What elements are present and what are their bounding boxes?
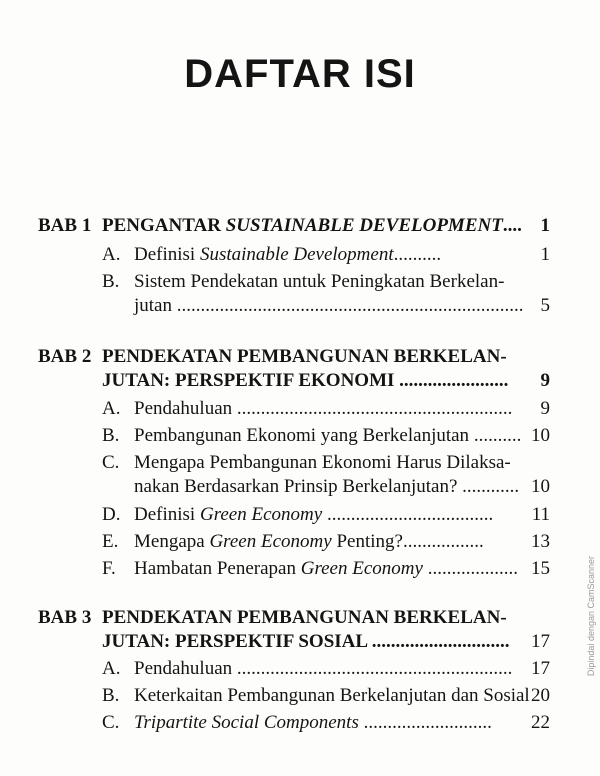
chapter-page-number: 17 — [531, 631, 550, 652]
entry-letter: A. — [102, 398, 121, 419]
leader-dots: ................. — [402, 531, 484, 552]
entry-italic: Green Economy — [199, 504, 323, 525]
chapter-title[interactable] — [102, 215, 522, 237]
chapter-page-number: 9 — [540, 370, 550, 391]
entry-text: Pendahuluan — [134, 658, 233, 679]
chapter-title[interactable]: PENDEKATAN PEMBANGUNAN BERKELAN- — [102, 607, 507, 628]
chapter-title-cont[interactable] — [102, 631, 510, 653]
entry-page-number: 20 — [531, 685, 550, 706]
chapter-title-cont[interactable] — [102, 370, 508, 392]
toc-entry-pendahuluan[interactable] — [134, 398, 512, 420]
entry-page-number: 9 — [540, 398, 550, 419]
entry-italic: Green Economy — [300, 558, 423, 579]
entry-page-number: 11 — [531, 504, 550, 525]
entry-letter: C. — [102, 452, 120, 473]
entry-page-number: 5 — [540, 295, 550, 316]
entry-letter: B. — [102, 685, 120, 706]
entry-text: nakan Berdasarkan Prinsip Berkelanjutan? — [134, 476, 458, 497]
entry-letter: D. — [102, 504, 121, 525]
leader-dots: ................................... — [326, 504, 494, 525]
chapter-title-text: PENGANTAR — [102, 215, 226, 236]
toc-entry-keterkaitan[interactable] — [134, 685, 530, 707]
chapter-title-text: JUTAN: PERSPEKTIF SOSIAL — [102, 631, 367, 652]
entry-letter: A. — [102, 244, 121, 265]
entry-page-number: 13 — [531, 531, 550, 552]
entry-letter: C. — [102, 712, 120, 733]
chapter-label: BAB 3 — [38, 607, 92, 628]
entry-page-number: 17 — [531, 658, 550, 679]
entry-letter: B. — [102, 425, 120, 446]
leader-dots: ......................................................................... — [176, 295, 524, 316]
entry-page-number: 1 — [540, 244, 550, 265]
chapter-label: BAB 2 — [38, 346, 92, 367]
leader-dots: .... — [502, 215, 522, 236]
toc-entry-pembangunan-ekonomi[interactable] — [134, 425, 521, 447]
toc-entry-hambatan-green-economy[interactable] — [134, 558, 518, 580]
entry-letter: E. — [102, 531, 119, 552]
entry-text: Mengapa Pembangunan Ekonomi Harus Dilaksa- — [134, 452, 511, 473]
toc-entry-sistem-pendekatan[interactable] — [134, 271, 504, 293]
leader-dots: ............................. — [371, 631, 510, 652]
entry-text: Pembangunan Ekonomi yang Berkelanjutan — [134, 425, 470, 446]
entry-text: Definisi — [134, 244, 200, 265]
toc-entry-definisi-sd[interactable] — [134, 244, 441, 266]
toc-entry-sistem-pendekatan-cont[interactable] — [134, 295, 524, 317]
leader-dots: .......... — [393, 244, 442, 265]
chapter-title[interactable]: PENDEKATAN PEMBANGUNAN BERKELAN- — [102, 346, 507, 367]
leader-dots: ............ — [462, 476, 520, 497]
entry-text: Sistem Pendekatan untuk Peningkatan Berkelan- — [134, 271, 505, 292]
chapter-page-number: 1 — [540, 215, 550, 236]
scanner-watermark: Dipindai dengan CamScanner — [586, 555, 596, 676]
entry-letter: B. — [102, 271, 120, 292]
entry-italic: Green Economy — [209, 531, 332, 552]
entry-text: Penting? — [331, 531, 403, 552]
entry-text: Mengapa — [134, 531, 210, 552]
toc-entry-mengapa-pembangunan[interactable] — [134, 452, 511, 474]
leader-dots: ........................... — [363, 712, 492, 733]
leader-dots: .......... — [473, 425, 522, 446]
toc-entry-mengapa-green-economy[interactable] — [134, 531, 484, 553]
chapter-label: BAB 1 — [38, 215, 92, 236]
chapter-title-italic: SUSTAINABLE DEVELOPMENT — [225, 215, 503, 236]
entry-text: Pendahuluan — [134, 398, 233, 419]
page-title: DAFTAR ISI — [184, 52, 416, 96]
leader-dots: .......................................................... — [236, 398, 513, 419]
entry-text: Keterkaitan Pembangunan Berkelanjutan dan Sosial — [134, 685, 530, 706]
entry-letter: A. — [102, 658, 121, 679]
entry-italic: Sustainable Development — [199, 244, 394, 265]
leader-dots: .......................................................... — [236, 658, 513, 679]
toc-entry-pendahuluan-sosial[interactable] — [134, 658, 512, 680]
entry-text: jutan — [134, 295, 172, 316]
leader-dots: ....................... — [399, 370, 509, 391]
entry-text: Definisi — [134, 504, 200, 525]
entry-italic: Tripartite Social Components — [134, 712, 359, 733]
entry-page-number: 10 — [531, 476, 550, 497]
entry-page-number: 22 — [531, 712, 550, 733]
entry-letter: F. — [102, 558, 116, 579]
toc-entry-mengapa-pembangunan-cont[interactable] — [134, 476, 519, 498]
toc-entry-tripartite[interactable] — [134, 712, 492, 734]
entry-page-number: 15 — [531, 558, 550, 579]
entry-text: Hambatan Penerapan — [134, 558, 301, 579]
leader-dots: ................... — [427, 558, 518, 579]
entry-page-number: 10 — [531, 425, 550, 446]
toc-entry-definisi-green-economy[interactable] — [134, 504, 493, 526]
chapter-title-text: JUTAN: PERSPEKTIF EKONOMI — [102, 370, 395, 391]
